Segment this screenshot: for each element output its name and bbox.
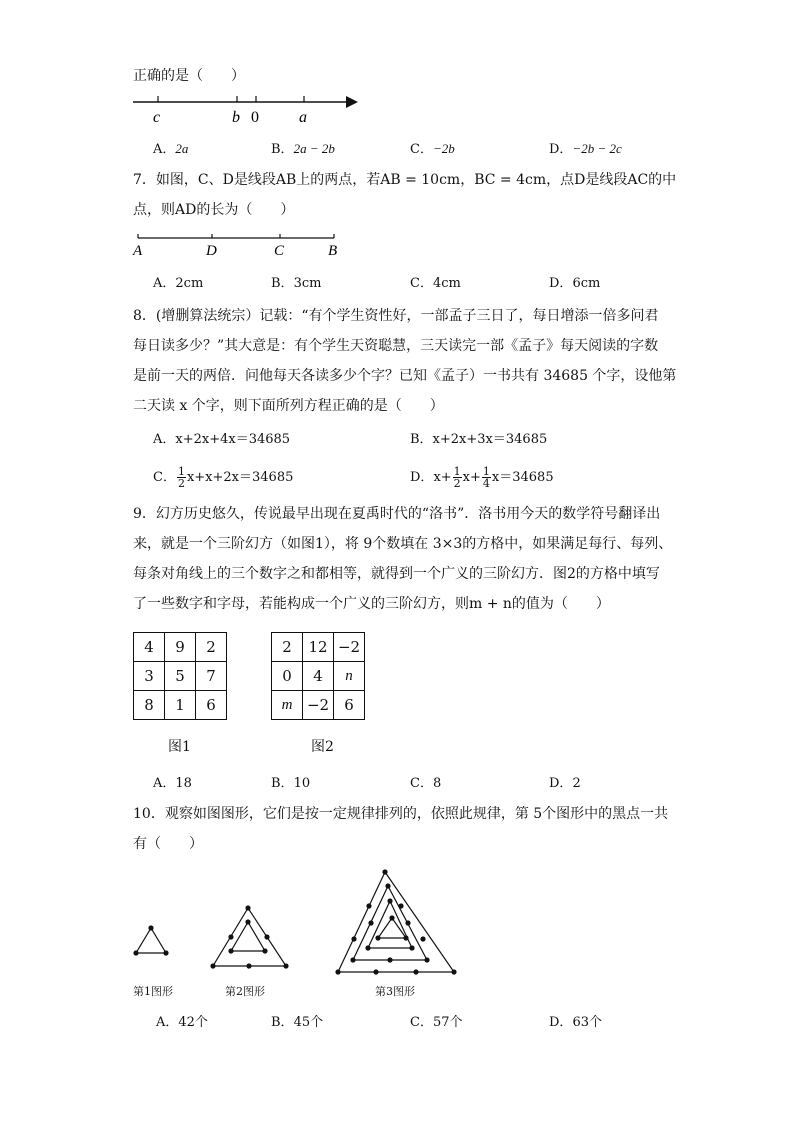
label-zero: 0 — [251, 109, 259, 126]
caption-fig1: 图1 — [168, 739, 191, 755]
q7-option-a[interactable]: A．2cm — [153, 276, 204, 291]
q7-option-c[interactable]: C．4cm — [410, 276, 461, 291]
q8-option-c[interactable]: C． $\frac{1}{2}$ x+x+2x＝34685 — [153, 465, 294, 490]
q6-stem-tail: 正确的是（ ） — [133, 68, 245, 84]
q7-line1: 7．如图，C、D是线段AB上的两点，若AB = 10cm，BC = 4cm，点D是线段AC的中 — [133, 172, 677, 188]
fraction-quarter: $\frac{1}{4}$ — [482, 465, 490, 490]
q6-number-line — [130, 88, 370, 128]
q8-option-d[interactable]: D．x+ $\frac{1}{2}$ x+ $\frac{1}{4}$ x＝34685 — [410, 465, 554, 490]
q9-option-a[interactable]: A．18 — [153, 776, 192, 791]
label-b: b — [232, 109, 240, 126]
q10-option-c[interactable]: C．57个 — [410, 1015, 463, 1030]
caption-figure-3: 第3图形 — [375, 985, 415, 998]
q9-line2: 来，就是一个三阶幻方（如图1），将 9个数填在 3×3的方格中，如果满足每行、每列、 — [133, 536, 673, 552]
label-B: B — [328, 243, 338, 259]
q8-option-a[interactable]: A．x+2x+4x＝34685 — [153, 432, 291, 447]
q6-option-c[interactable]: C．−2b — [410, 141, 455, 157]
q10-option-a[interactable]: A．42个 — [156, 1015, 208, 1030]
q9-line1: 9．幻方历史悠久，传说最早出现在夏禹时代的“洛书”．洛书用今天的数学符号翻译出 — [133, 506, 661, 522]
q10-line1: 10．观察如图图形，它们是按一定规律排列的，依照此规律，第 5个图形中的黑点一共 — [133, 806, 669, 822]
q7-option-b[interactable]: B．3cm — [271, 276, 322, 291]
label-A: A — [133, 243, 143, 259]
q9-line4: 了一些数字和字母，若能构成一个广义的三阶幻方，则m + n的值为（ ） — [133, 596, 610, 612]
magic-square-fig1: 4 9 2 3 5 7 8 1 6 — [133, 632, 227, 720]
q8-line4: 二天读 x 个字，则下面所列方程正确的是（ ） — [133, 398, 444, 414]
q6-option-d[interactable]: D．−2b − 2c — [549, 141, 622, 157]
q7-segment-figure — [130, 228, 350, 262]
label-D: D — [206, 243, 217, 259]
label-C: C — [274, 243, 285, 259]
q7-option-d[interactable]: D．6cm — [549, 276, 601, 291]
caption-figure-2: 第2图形 — [225, 985, 265, 998]
q10-option-d[interactable]: D．63个 — [549, 1015, 602, 1030]
q9-line3: 每条对角线上的三个数字之和都相等，就得到一个广义的三阶幻方．图2的方格中填写 — [133, 566, 660, 582]
q8-line1: 8．(增删算法统宗）记载：“有个学生资性好，一部孟子三日了，每日增添一倍多问君 — [133, 308, 659, 324]
fraction-half: $\frac{1}{2}$ — [453, 465, 461, 490]
q7-line2: 点，则AD的长为（ ） — [133, 202, 295, 218]
q10-line2: 有（ ） — [133, 836, 203, 852]
magic-square-fig2: 2 12 −2 0 4 n m −2 6 — [271, 632, 365, 720]
caption-figure-1: 第1图形 — [133, 985, 173, 998]
q6-option-b[interactable]: B．2a − 2b — [271, 141, 335, 157]
q9-option-c[interactable]: C．8 — [410, 776, 442, 791]
q8-line2: 每日读多少？”其大意是：有个学生天资聪慧，三天读完一部《孟子》每天阅读的字数 — [133, 338, 659, 354]
caption-fig2: 图2 — [311, 739, 334, 755]
q8-line3: 是前一天的两倍．问他每天各读多少个字？已知《孟子）一书共有 34685 个字，设他第 — [133, 368, 677, 384]
label-a: a — [299, 109, 307, 126]
q10-option-b[interactable]: B．45个 — [271, 1015, 324, 1030]
q9-option-b[interactable]: B．10 — [271, 776, 311, 791]
fraction-half: $\frac{1}{2}$ — [177, 465, 185, 490]
dot-triangle-figures — [128, 866, 468, 982]
label-c: c — [153, 109, 161, 126]
q8-option-b[interactable]: B．x+2x+3x＝34685 — [410, 432, 548, 447]
q9-option-d[interactable]: D．2 — [549, 776, 581, 791]
q6-option-a[interactable]: A．2a — [153, 141, 189, 157]
